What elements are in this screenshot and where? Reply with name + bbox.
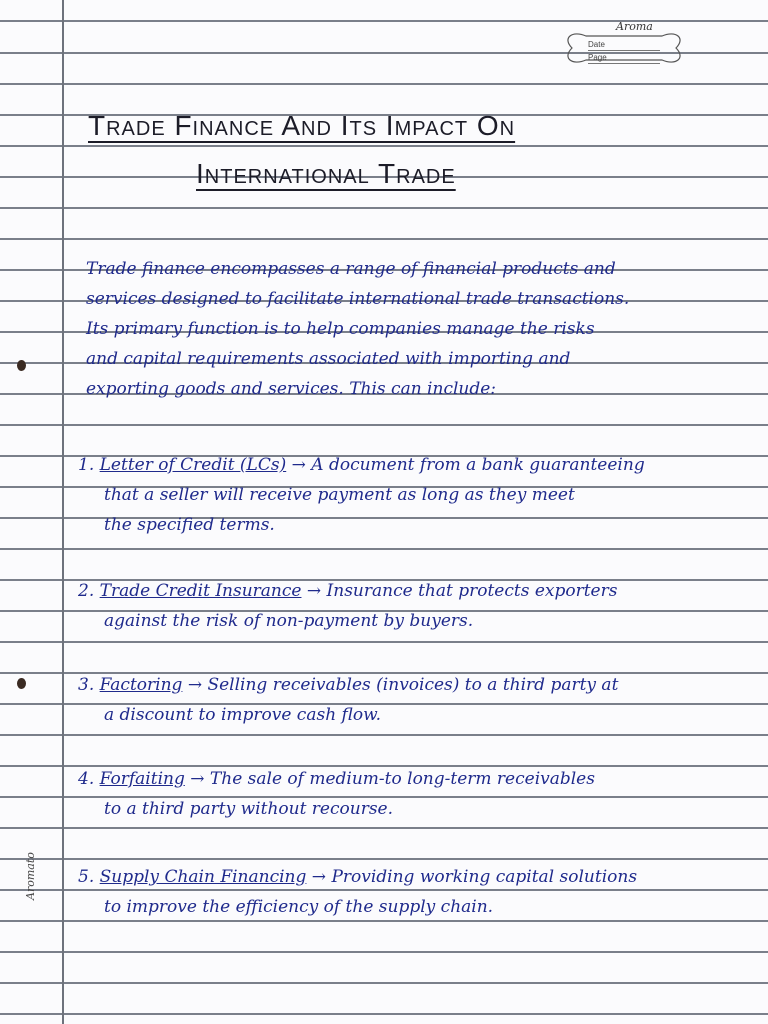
item-text: a discount to improve cash flow. bbox=[104, 705, 382, 725]
brand-logo: Aroma bbox=[616, 20, 653, 33]
item-text: to improve the efficiency of the supply chain. bbox=[104, 897, 494, 917]
list-item-supply-chain-financing bbox=[78, 862, 637, 922]
date-page-stamp bbox=[558, 20, 688, 70]
item-text: Providing working capital solutions bbox=[331, 867, 638, 887]
item-term: Supply Chain Financing bbox=[99, 867, 307, 887]
item-text: against the risk of non-payment by buyers. bbox=[104, 611, 474, 631]
item-text: the specified terms. bbox=[104, 515, 275, 535]
punch-hole-mark bbox=[17, 678, 26, 689]
title-line-2: International Trade bbox=[196, 158, 456, 189]
item-term: Trade Credit Insurance bbox=[99, 581, 302, 601]
item-term: Factoring bbox=[99, 675, 183, 695]
item-text: that a seller will receive payment as long as they meet bbox=[104, 485, 575, 505]
page-title bbox=[88, 96, 728, 156]
list-item-forfaiting bbox=[78, 764, 595, 824]
item-text: Selling receivables (invoices) to a third party at bbox=[207, 675, 619, 695]
intro-line: Trade finance encompasses a range of financial products and bbox=[86, 259, 616, 279]
item-term: Forfaiting bbox=[99, 769, 185, 789]
item-number: 2. bbox=[78, 581, 95, 601]
intro-line: Its primary function is to help companies manage the risks bbox=[86, 319, 595, 339]
intro-line: exporting goods and services. This can include: bbox=[86, 379, 497, 399]
page-label: Page bbox=[588, 53, 660, 64]
item-number: 4. bbox=[78, 769, 95, 789]
arrow-icon: → bbox=[306, 581, 322, 601]
item-number: 5. bbox=[78, 867, 95, 887]
item-number: 1. bbox=[78, 455, 95, 475]
list-item-trade-credit-insurance bbox=[78, 576, 617, 636]
arrow-icon: → bbox=[311, 867, 327, 887]
page-title-continued bbox=[196, 158, 456, 190]
item-text: to a third party without recourse. bbox=[104, 799, 394, 819]
item-text: Insurance that protects exporters bbox=[326, 581, 618, 601]
date-label: Date bbox=[588, 40, 660, 51]
arrow-icon: → bbox=[190, 769, 205, 789]
item-term: Letter of Credit (LCs) bbox=[99, 455, 287, 475]
intro-line: services designed to facilitate international trade transactions. bbox=[86, 289, 630, 309]
item-text: The sale of medium-to long-term receivables bbox=[209, 769, 595, 789]
intro-line: and capital requirements associated with importing and bbox=[86, 349, 571, 369]
item-number: 3. bbox=[78, 675, 95, 695]
list-item-factoring bbox=[78, 670, 618, 730]
title-line-1: Trade Finance And Its Impact On bbox=[88, 110, 516, 141]
intro-paragraph bbox=[86, 254, 629, 404]
arrow-icon: → bbox=[291, 455, 306, 475]
item-text: A document from a bank guaranteeing bbox=[311, 455, 645, 475]
list-item-letter-of-credit bbox=[78, 450, 645, 540]
margin-signature: Aromato bbox=[24, 852, 37, 900]
arrow-icon: → bbox=[187, 675, 203, 695]
punch-hole-mark bbox=[17, 360, 26, 371]
margin-line bbox=[62, 0, 64, 1024]
